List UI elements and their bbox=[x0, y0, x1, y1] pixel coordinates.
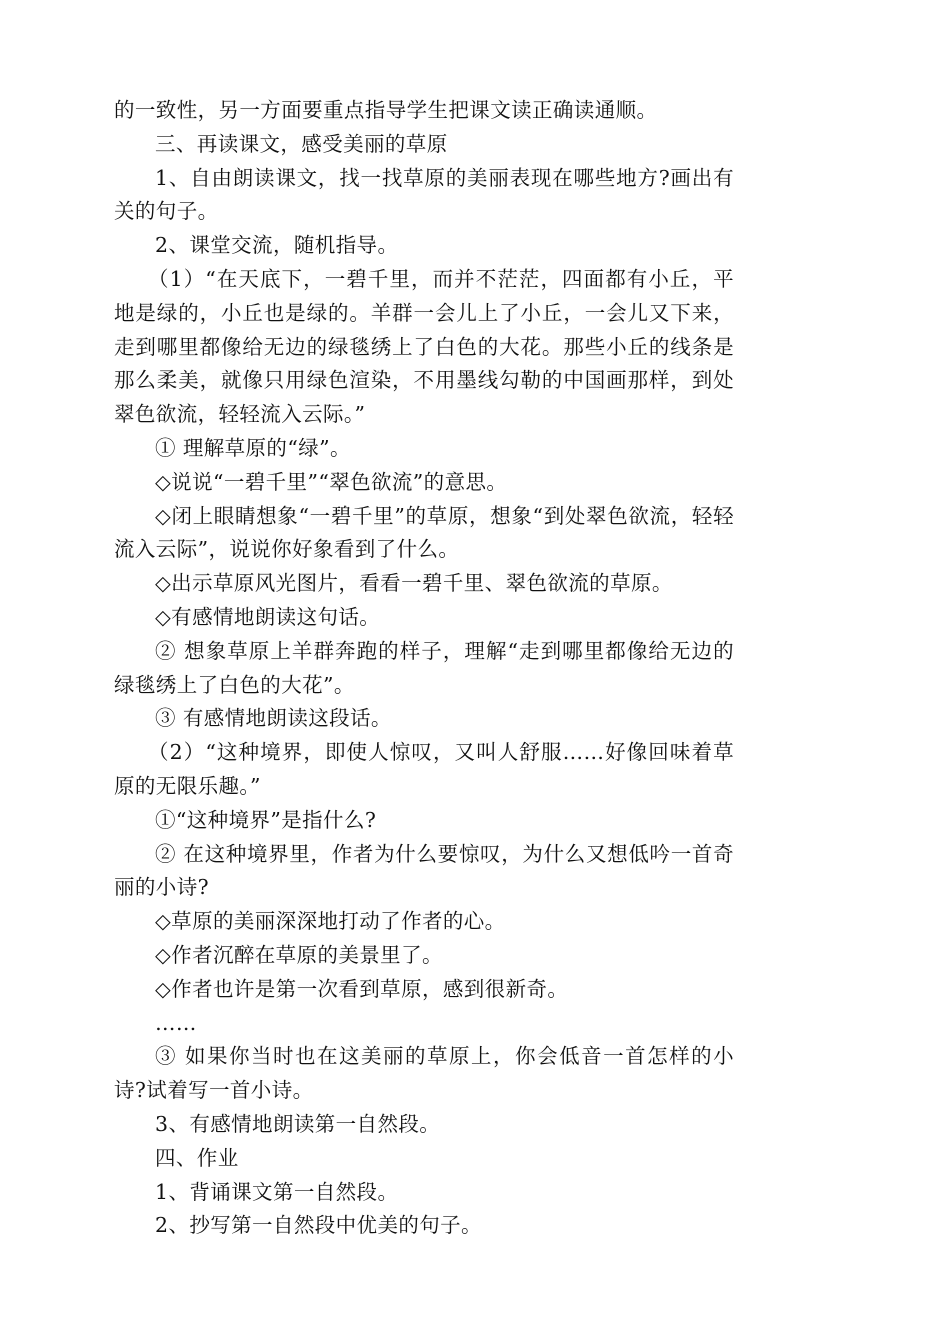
document-body bbox=[114, 94, 734, 1243]
list-item: ◇出示草原风光图片，看看一碧千里、翠色欲流的草原。 bbox=[155, 571, 673, 596]
list-item: ◇草原的美丽深深地打动了作者的心。 bbox=[155, 909, 506, 934]
list-item: ② 在这种境界里，作者为什么要惊叹，为什么又想低吟一首奇丽的小诗? bbox=[114, 841, 734, 900]
section-heading: 三、再读课文，感受美丽的草原 bbox=[155, 131, 448, 156]
list-item: ①“这种境界”是指什么? bbox=[155, 807, 377, 832]
list-item: ① 理解草原的“绿”。 bbox=[155, 435, 351, 460]
paragraph: 3、有感情地朗读第一自然段。 bbox=[155, 1111, 441, 1136]
paragraph: 2、抄写第一自然段中优美的句子。 bbox=[155, 1213, 482, 1238]
section-heading: 四、作业 bbox=[155, 1145, 239, 1170]
paragraph: 2、课堂交流，随机指导。 bbox=[155, 233, 399, 258]
paragraph: 的一致性，另一方面要重点指导学生把课文读正确读通顺。 bbox=[114, 98, 658, 122]
paragraph: 1、背诵课文第一自然段。 bbox=[155, 1179, 399, 1204]
list-item: ③ 如果你当时也在这美丽的草原上，你会低音一首怎样的小诗?试着写一首小诗。 bbox=[114, 1044, 734, 1103]
paragraph: 1、自由朗读课文，找一找草原的美丽表现在哪些地方?画出有关的句子。 bbox=[114, 165, 734, 224]
list-item: ◇说说“一碧千里”“翠色欲流”的意思。 bbox=[155, 469, 508, 494]
quoted-passage: （2）“这种境界，即使人惊叹，又叫人舒服……好像回味着草原的无限乐趣。” bbox=[114, 740, 734, 798]
list-item: ◇作者沉醉在草原的美景里了。 bbox=[155, 942, 443, 967]
list-item: ③ 有感情地朗读这段话。 bbox=[155, 706, 392, 731]
quoted-passage: （1）“在天底下，一碧千里，而并不茫茫，四面都有小丘，平地是绿的，小丘也是绿的。羊群一会儿上了小丘，一会儿又下来，走到哪里都像给无边的绿毯绣上了白色的大花。那些小丘的线条是那么柔美，就像只用绿色渲染，不用墨线勾勒的中国画那样，到处翠色欲流，轻轻流入云际。” bbox=[114, 266, 734, 427]
list-item: ◇闭上眼睛想象“一碧千里”的草原，想象“到处翠色欲流，轻轻流入云际”，说说你好象看到了什么。 bbox=[114, 503, 734, 562]
ellipsis: …… bbox=[155, 1010, 197, 1035]
list-item: ◇有感情地朗读这句话。 bbox=[155, 604, 381, 629]
list-item: ② 想象草原上羊群奔跑的样子，理解“走到哪里都像给无边的绿毯绣上了白色的大花”。 bbox=[114, 638, 734, 697]
list-item: ◇作者也许是第一次看到草原，感到很新奇。 bbox=[155, 976, 569, 1001]
